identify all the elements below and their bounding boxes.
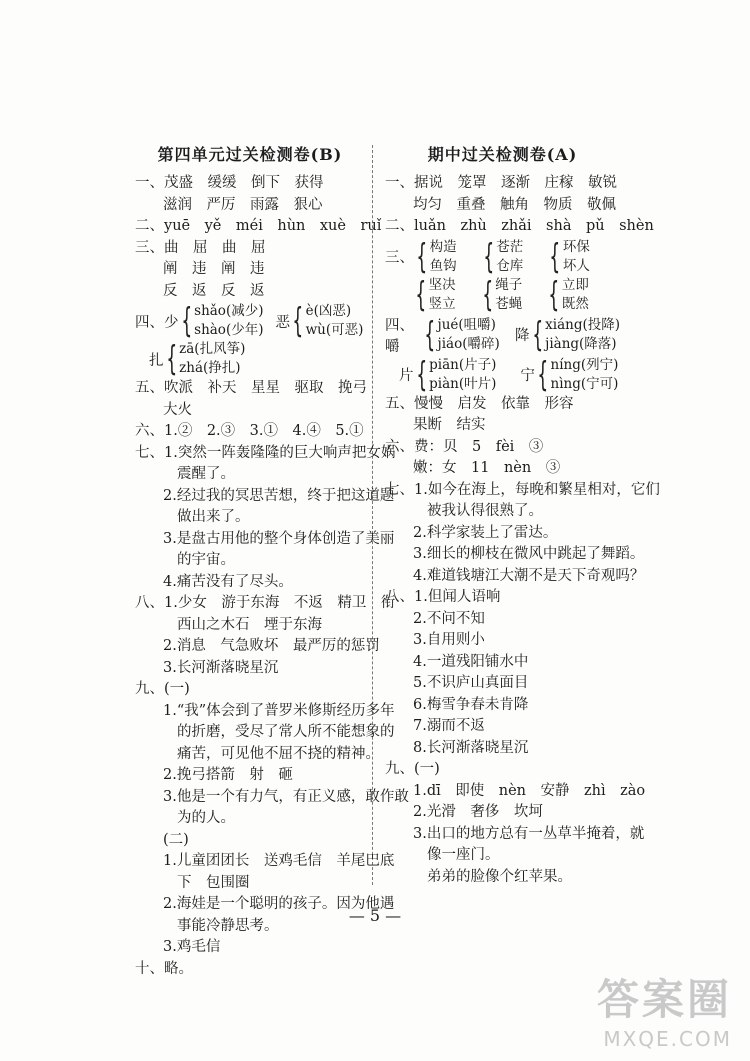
q4-shao-e-group (135, 302, 365, 340)
pinyin-stack (429, 356, 496, 394)
answer-line: 二、luǎn zhù zhǎi shà pǔ shèn (385, 218, 654, 234)
answer-line: 1.“我”体会到了普罗米修斯经历多年 (163, 702, 395, 719)
pinyin-stack (545, 316, 620, 354)
pinyin-option: níng(列宁) (550, 356, 619, 373)
word-option: 既然 (561, 295, 589, 312)
answer-line: 1.儿童团团长 送鸡毛信 羊尾巴底 (163, 853, 395, 869)
answer-line: 的宇宙。 (177, 552, 235, 568)
answer-line: 大火 (163, 401, 192, 418)
answer-line: 2.科学家装上了雷达。 (413, 524, 558, 541)
pinyin-stack (306, 302, 364, 340)
answer-line: 1.dī 即使 nèn 安静 zhì zào (413, 782, 646, 799)
word-stack (562, 276, 589, 314)
brace-icon: { (292, 301, 304, 341)
brace-icon: { (424, 314, 436, 355)
column-divider (372, 145, 373, 885)
pinyin-option: zhá(挣扎) (179, 360, 241, 376)
q4-jiao-prefix: 四、嚼 (385, 317, 414, 355)
answer-line: 2.经过我的冥思苦想，终于把这道题 (163, 487, 395, 504)
word-option: 竖立 (428, 295, 456, 312)
q4-jiang-prefix: 降 (515, 328, 530, 344)
answer-line: 3.鸡毛信 (163, 939, 221, 955)
brace-icon: { (416, 236, 428, 277)
answer-line: 像一座门。 (427, 847, 500, 863)
answer-line: 2.消息 气急败坏 最严厉的惩罚 (163, 638, 380, 654)
answer-line: 2.挽弓搭箭 射 砸 (163, 767, 293, 783)
answer-line: 西山之木石 堙于东海 (177, 616, 322, 633)
right-title: 期中过关检测卷(A) (427, 145, 578, 164)
brace-icon: { (483, 236, 494, 277)
answer-line: 五、吹派 补天 星星 驱取 挽弓 (135, 380, 367, 396)
answer-line: 3.是盘古用他的整个身体创造了美丽 (163, 530, 395, 547)
right-column (385, 140, 660, 888)
q4-shao-prefix: 四、少 (135, 314, 179, 331)
pinyin-option: piàn(叶片) (429, 375, 497, 392)
brace-icon: { (180, 301, 192, 341)
q3-group-row2 (385, 276, 620, 314)
word-option: 苍蝇 (495, 295, 523, 312)
answer-line: 4.痛苦没有了尽头。 (163, 573, 293, 590)
answer-line: 被我认得很熟了。 (427, 503, 543, 519)
watermark (597, 967, 732, 1051)
answer-line: 3.他是一个有力气，有正义感，敢作敢 (163, 788, 409, 805)
answer-line: 的折磨，受尽了常人所不能想象的 (177, 724, 395, 740)
answer-line: 三、曲 屈 曲 屈 (135, 239, 266, 256)
answer-line: 一、茂盛 缓缓 倒下 获得 (135, 175, 324, 191)
q4-zha-group (135, 340, 365, 378)
word-option: 立即 (561, 276, 589, 293)
answer-line: 2.海娃是一个聪明的孩子。因为他遇 (163, 896, 395, 912)
answer-line: 滋润 严厉 雨露 狠心 (163, 196, 323, 213)
brace-icon: { (415, 274, 427, 315)
word-stack (496, 238, 523, 276)
word-option: 仓库 (496, 257, 524, 274)
watermark-url: MXQE.COM (603, 1027, 732, 1051)
answer-line: 痛苦，可见他不屈不挠的精神。 (177, 745, 380, 762)
answer-line: 一、据说 笼罩 逐渐 庄稼 敏锐 (385, 175, 617, 191)
answer-line: 八、1.少女 游于东海 不返 精卫 衔 (135, 595, 396, 611)
answer-line: 弟弟的脸像个红苹果。 (427, 868, 572, 885)
word-option: 鱼钩 (429, 257, 457, 274)
answer-line: 4.一道残阳铺水中 (413, 653, 529, 670)
answer-line: 下 包围圈 (177, 874, 250, 891)
answer-line: 3.出口的地方总有一丛草半掩着，就 (413, 825, 645, 842)
answer-line: 为的人。 (177, 810, 235, 826)
answer-line: 六、1.② 2.③ 3.① 4.④ 5.① (135, 423, 364, 439)
word-option: 环保 (562, 238, 590, 255)
section-heading: (二) (163, 831, 189, 848)
pinyin-stack (438, 316, 500, 354)
answer-line: 二、yuē yě méi hùn xuè ruǐ (135, 218, 382, 234)
brace-icon: { (549, 236, 561, 277)
page-number: — 5 — (348, 906, 402, 925)
answer-line: 六、费：贝 5 fèi ③ (385, 438, 544, 455)
answer-line: 3.长河渐落晓星沉 (163, 659, 279, 676)
answer-line: 五、慢慢 启发 依靠 形容 (385, 395, 574, 412)
section-heading: 九、(一) (135, 681, 190, 697)
q3-prefix: 三、 (385, 250, 414, 266)
answer-line: 做出来了。 (177, 509, 250, 525)
answer-line: 2.光滑 奢侈 坎坷 (413, 804, 543, 820)
pinyin-stack (551, 356, 619, 394)
pinyin-option: shào(少年) (194, 322, 264, 338)
q4-ning-prefix: 宁 (520, 368, 535, 384)
pinyin-stack (194, 302, 263, 340)
answer-line: 七、1.如今在海上，每晚和繁星相对，它们 (385, 481, 660, 498)
pinyin-option: è(凶恶) (305, 303, 352, 319)
answer-line: 七、1.突然一阵轰隆隆的巨大响声把女娲 (135, 444, 396, 461)
word-option: 苍茫 (496, 238, 524, 255)
word-option: 绳子 (495, 276, 523, 293)
word-option: 坚决 (428, 276, 456, 293)
brace-icon: { (165, 339, 177, 379)
answer-line: 八、1.但闻人语响 (385, 589, 501, 605)
pinyin-option: nìng(宁可) (550, 375, 619, 392)
pinyin-option: piān(片子) (429, 356, 497, 373)
pinyin-option: jiáo(嚼碎) (437, 335, 500, 352)
answer-line: 3.自用则小 (413, 632, 485, 648)
watermark-logo-text: 答案圈 (596, 975, 732, 1024)
answer-line: 均匀 重叠 触角 物质 敬佩 (413, 196, 616, 213)
brace-icon: { (537, 354, 549, 395)
answer-line: 反 返 反 返 (163, 282, 265, 299)
answer-line: 震醒了。 (177, 466, 235, 482)
answer-line: 嫩：女 11 nèn ③ (413, 460, 561, 476)
pinyin-stack (179, 340, 245, 378)
answer-line: 阐 违 阐 违 (163, 261, 265, 277)
brace-icon: { (415, 354, 427, 395)
word-stack (563, 238, 590, 276)
word-option: 坏人 (562, 257, 590, 274)
brace-icon: { (548, 274, 560, 315)
q4-jiao-jiang-group (385, 314, 620, 356)
word-stack (495, 276, 522, 314)
answer-line: 3.细长的柳枝在微风中跳起了舞蹈。 (413, 546, 645, 562)
pinyin-option: xiáng(投降) (545, 316, 620, 333)
q4-e-prefix: 恶 (275, 314, 290, 331)
q4-pian-ning-group (385, 356, 620, 394)
pinyin-option: jiàng(降落) (545, 335, 617, 352)
q4-zha-prefix: 扎 (149, 352, 164, 369)
brace-icon: { (531, 314, 543, 355)
answer-line: 2.不问不知 (413, 610, 485, 627)
answer-line: 6.梅雪争春未肯降 (413, 696, 529, 713)
answer-line: 事能冷静思考。 (177, 917, 279, 934)
answer-line: 5.不识庐山真面目 (413, 675, 529, 691)
answer-line: 十、略。 (135, 960, 193, 977)
q4-pian-prefix: 片 (399, 368, 414, 384)
pinyin-option: shǎo(减少) (194, 303, 264, 319)
pinyin-option: wù(可恶) (305, 322, 364, 338)
word-stack (429, 276, 456, 314)
pinyin-option: zā(扎风筝) (179, 341, 246, 357)
answer-line: 果断 结实 (413, 417, 486, 433)
word-stack (430, 238, 457, 276)
section-heading: 九、(一) (385, 761, 440, 777)
left-title: 第四单元过关检测卷(B) (157, 145, 343, 164)
answer-line: 8.长河渐落晓星沉 (413, 739, 529, 756)
pinyin-option: jué(咀嚼) (437, 316, 496, 333)
answer-line: 4.难道钱塘江大潮不是天下奇观吗？ (413, 567, 645, 584)
brace-icon: { (482, 274, 493, 315)
answer-line: 7.溺而不返 (413, 718, 485, 734)
word-option: 构造 (429, 238, 457, 255)
q3-group-row1 (385, 238, 620, 276)
